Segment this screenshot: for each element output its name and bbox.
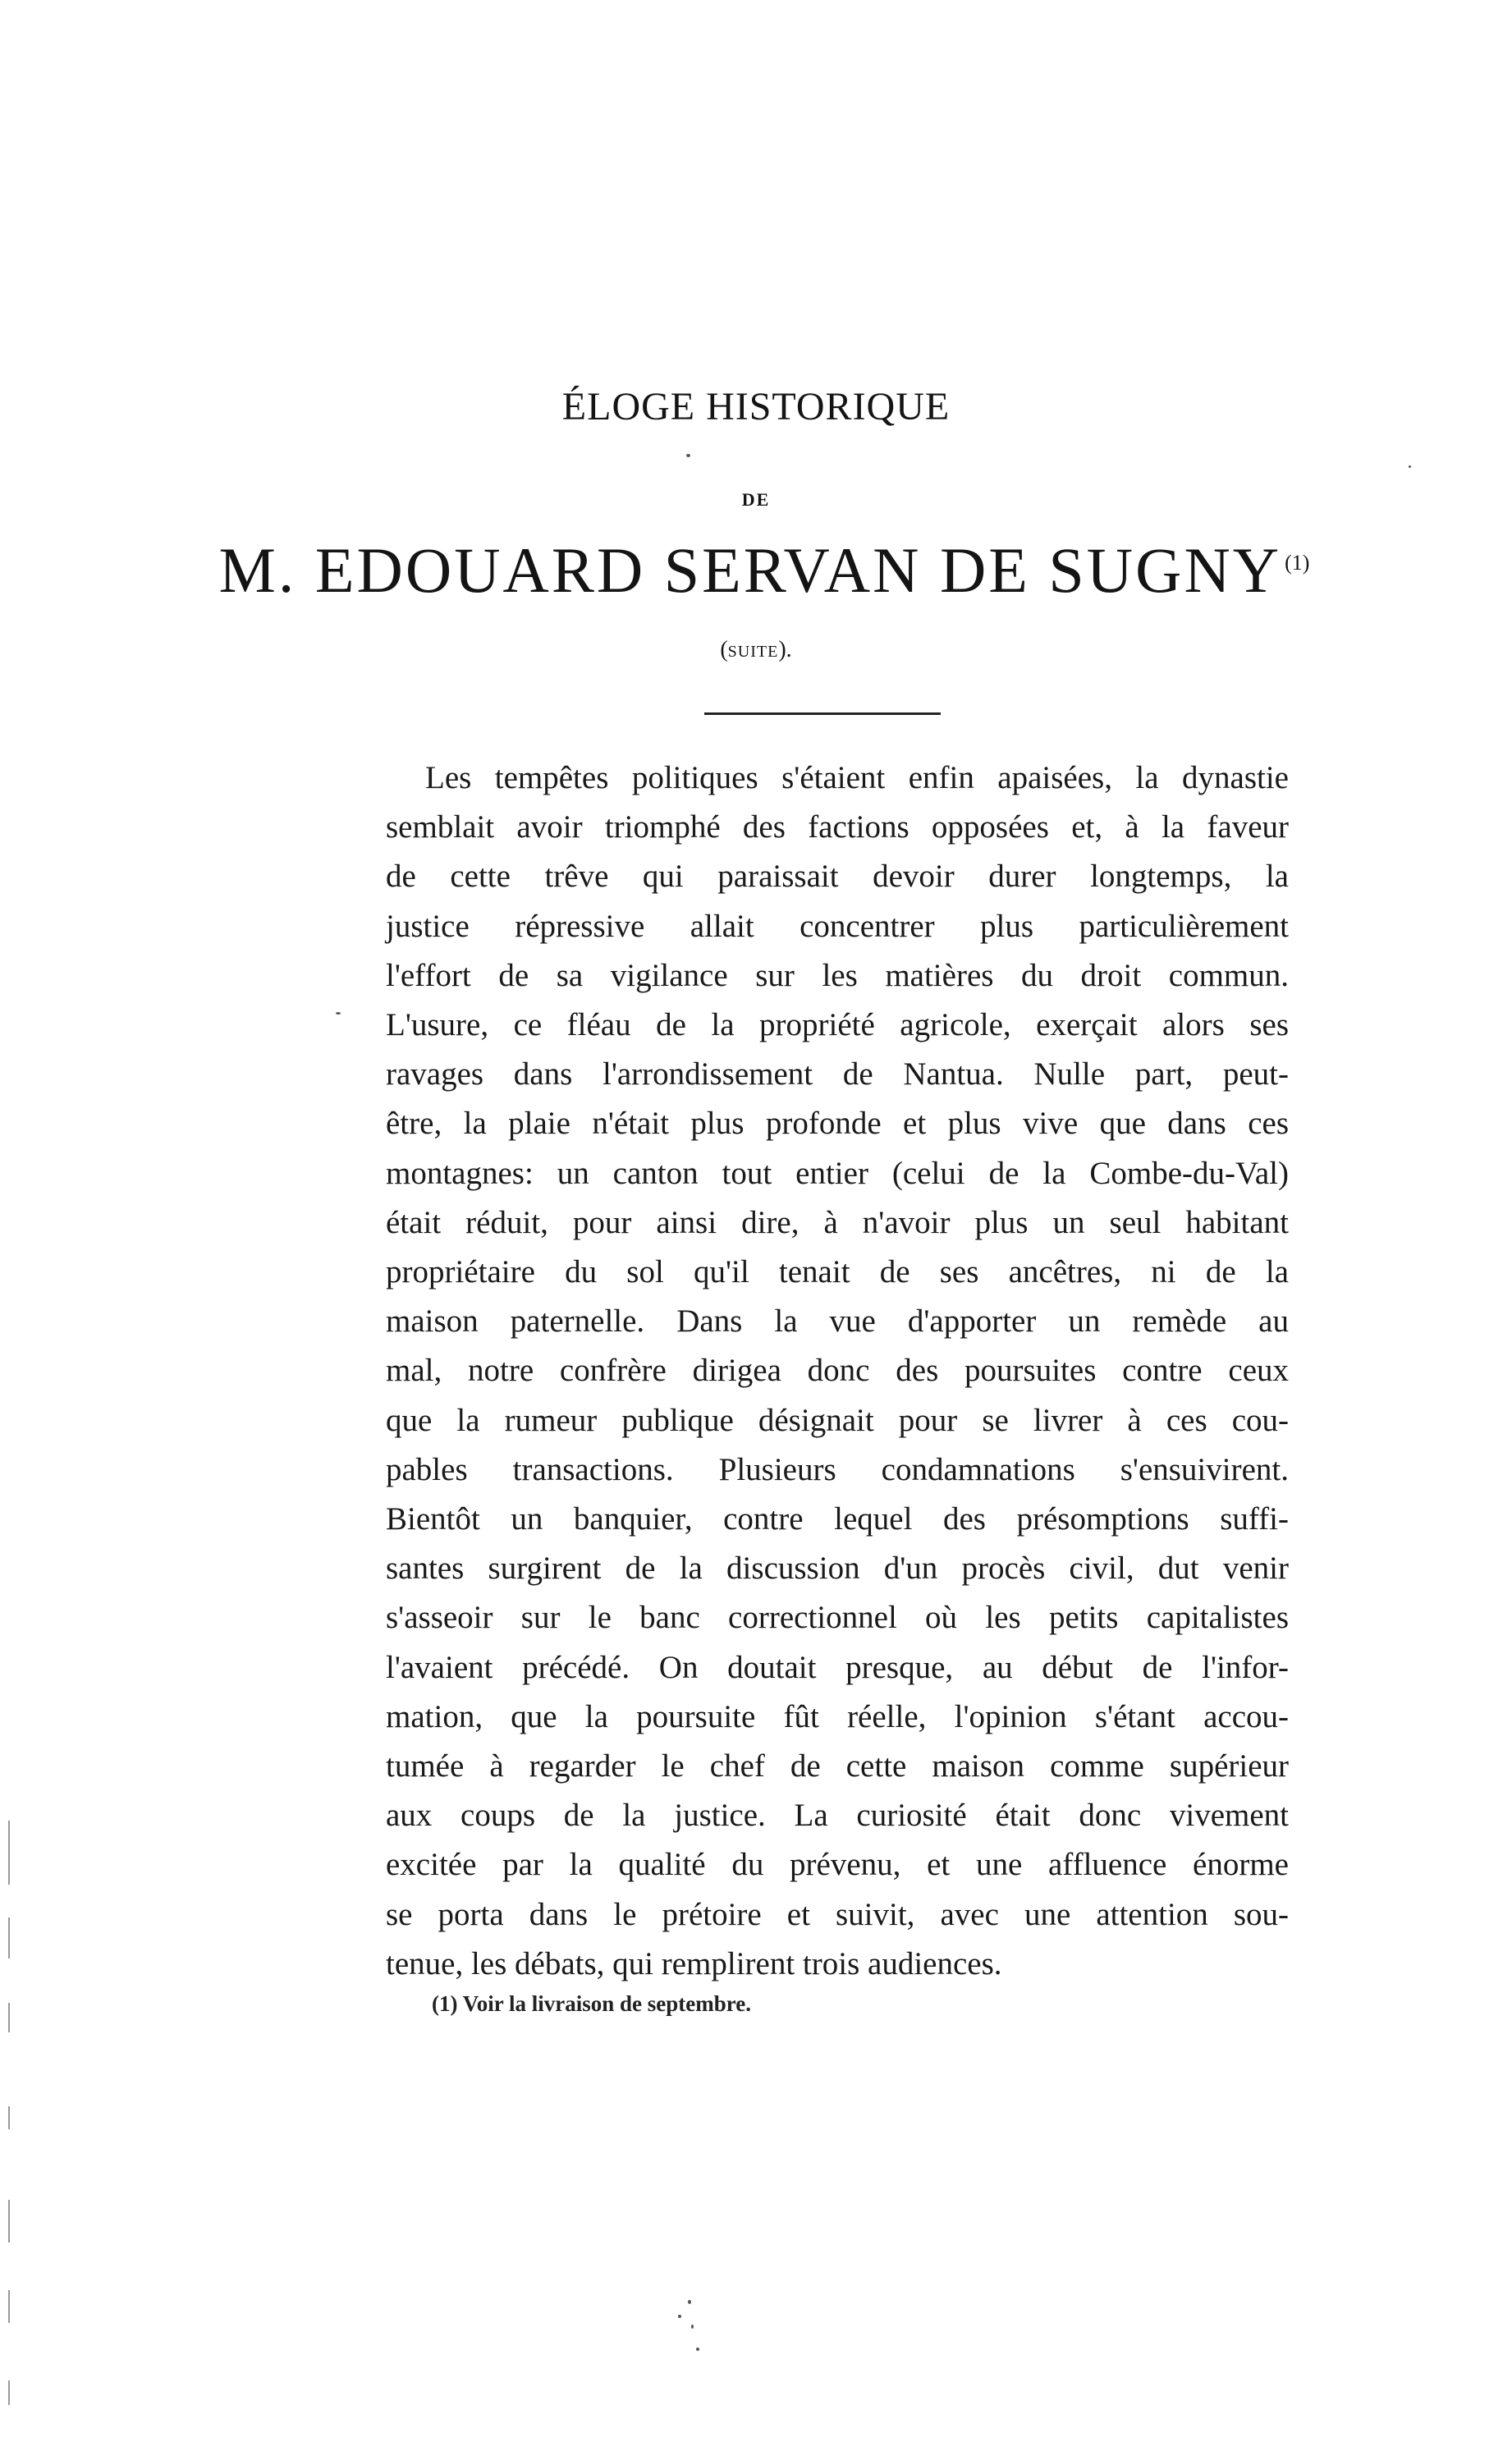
subject-name-heading [0, 534, 1512, 607]
scan-speck [688, 2300, 691, 2304]
body-line: propriétaire du sol qu'il tenait de ses ancêtres, ni de la [386, 1254, 1289, 1290]
scan-speck [691, 2325, 694, 2329]
continuation-word: SUITE [727, 643, 779, 661]
footnote: (1) Voir la livraison de septembre. [432, 1991, 751, 2016]
scan-edge-mark [8, 2290, 10, 2323]
body-line: de cette trêve qui paraissait devoir durer longtemps, la [386, 859, 1289, 895]
body-line: semblait avoir triomphé des factions opposées et, à la faveur [386, 809, 1289, 845]
body-line: pables transactions. Plusieurs condamnations s'ensuivirent. [386, 1451, 1289, 1487]
scan-speck [336, 1012, 341, 1015]
body-line: ravages dans l'arrondissement de Nantua. Nulle part, peut- [386, 1056, 1289, 1093]
continuation-open: ( [720, 637, 728, 662]
footnote-reference: (1) [1285, 551, 1310, 575]
body-line: L'usure, ce fléau de la propriété agricole, exerçait alors ses [386, 1007, 1289, 1043]
body-line: maison paternelle. Dans la vue d'apporter un remède au [386, 1303, 1289, 1340]
scan-edge-mark [8, 2380, 10, 2405]
continuation-close: ). [778, 637, 792, 662]
body-line: tenue, les débats, qui remplirent trois audiences. [386, 1945, 1002, 1981]
body-line: tumée à regarder le chef de cette maison comme supérieur [386, 1748, 1289, 1784]
continuation-note [0, 637, 1512, 663]
body-line: l'effort de sa vigilance sur les matières du droit commun. [386, 957, 1289, 993]
body-line: mation, que la poursuite fût réelle, l'opinion s'étant accou- [386, 1698, 1289, 1734]
scan-edge-mark [8, 1821, 10, 1885]
scan-speck [678, 2315, 681, 2318]
body-line: justice répressive allait concentrer plus particulièrement [386, 908, 1289, 944]
body-line: se porta dans le prétoire et suivit, avec une attention sou- [386, 1896, 1289, 1932]
body-line: montagnes: un canton tout entier (celui de la Combe-du-Val) [386, 1155, 1289, 1191]
body-paragraph [386, 754, 1289, 1989]
body-line: était réduit, pour ainsi dire, à n'avoir plus un seul habitant [386, 1204, 1289, 1240]
subject-name: M. EDOUARD SERVAN DE SUGNY [218, 534, 1282, 606]
scan-speck [696, 2348, 699, 2351]
body-line: être, la plaie n'était plus profonde et plus vive que dans ces [386, 1106, 1289, 1142]
scan-edge-mark [8, 1917, 10, 1958]
body-line: l'avaient précédé. On doutait presque, au début de l'infor- [386, 1649, 1289, 1685]
page-title: ÉLOGE HISTORIQUE [561, 385, 951, 428]
scan-speck [686, 454, 690, 457]
scan-edge-mark [8, 2106, 10, 2129]
scan-edge-mark [8, 2003, 10, 2032]
body-line: aux coups de la justice. La curiosité était donc vivement [386, 1798, 1289, 1834]
body-line: que la rumeur publique désignait pour se livrer à ces cou- [386, 1402, 1289, 1438]
body-line: Bientôt un banquier, contre lequel des présomptions suffi- [386, 1501, 1289, 1537]
body-line: s'asseoir sur le banc correctionnel où les petits capitalistes [386, 1600, 1289, 1636]
body-line: santes surgirent de la discussion d'un procès civil, dut venir [386, 1551, 1289, 1587]
body-line: Les tempêtes politiques s'étaient enfin apaisées, la dynastie [425, 760, 1289, 795]
scan-edge-mark [8, 2200, 10, 2242]
scan-speck [1409, 465, 1411, 468]
heading-divider [704, 712, 941, 715]
title-connector: DE [741, 489, 771, 510]
body-line: excitée par la qualité du prévenu, et une affluence énorme [386, 1847, 1289, 1883]
body-line: mal, notre confrère dirigea donc des poursuites contre ceux [386, 1353, 1289, 1389]
